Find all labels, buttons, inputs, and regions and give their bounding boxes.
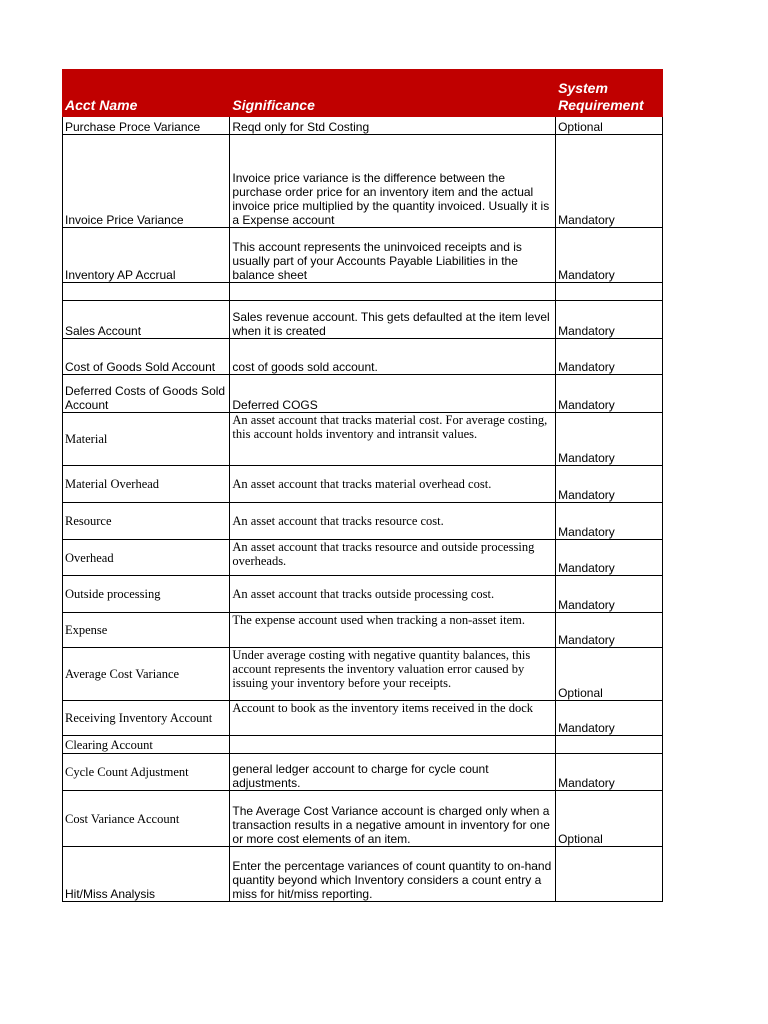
acct-name-cell: Material Overhead bbox=[63, 466, 230, 503]
table-row bbox=[63, 701, 663, 736]
significance-cell: Enter the percentage variances of count quantity to on-hand quantity beyond which Inventory considers a count entry a miss for hit/miss reporting. bbox=[230, 847, 556, 902]
table-row bbox=[63, 413, 663, 466]
significance-cell: An asset account that tracks outside processing cost. bbox=[230, 576, 556, 613]
significance-cell: The expense account used when tracking a non-asset item. bbox=[230, 613, 556, 648]
significance-cell: An asset account that tracks resource cost. bbox=[230, 503, 556, 540]
table-row bbox=[63, 754, 663, 791]
requirement-cell: Mandatory bbox=[556, 339, 663, 375]
acct-name-cell: Purchase Proce Variance bbox=[63, 117, 230, 135]
significance-cell: Under average costing with negative quantity balances, this account represents the inventory valuation error caused by issuing your inventory before your receipts. bbox=[230, 648, 556, 701]
acct-name-cell: Cost of Goods Sold Account bbox=[63, 339, 230, 375]
acct-name-cell: Invoice Price Variance bbox=[63, 135, 230, 228]
significance-cell: This account represents the uninvoiced receipts and is usually part of your Accounts Payable Liabilities in the balance sheet bbox=[230, 228, 556, 283]
table-row bbox=[63, 466, 663, 503]
acct-name-cell: Outside processing bbox=[63, 576, 230, 613]
header-system-requirement: System Requirement bbox=[556, 70, 663, 117]
requirement-cell: Optional bbox=[556, 791, 663, 847]
significance-cell: Invoice price variance is the difference between the purchase order price for an inventory item and the actual invoice price multiplied by the quantity invoiced. Usually it is a Expense account bbox=[230, 135, 556, 228]
acct-name-cell: Hit/Miss Analysis bbox=[63, 847, 230, 902]
header-row bbox=[63, 70, 663, 117]
table-row bbox=[63, 576, 663, 613]
significance-cell: cost of goods sold account. bbox=[230, 339, 556, 375]
significance-cell: An asset account that tracks resource and outside processing overheads. bbox=[230, 540, 556, 576]
account-table bbox=[62, 69, 663, 902]
requirement-cell: Mandatory bbox=[556, 613, 663, 648]
table-row bbox=[63, 117, 663, 135]
requirement-cell: Mandatory bbox=[556, 754, 663, 791]
header-significance: Significance bbox=[230, 70, 556, 117]
header-acct-name: Acct Name bbox=[63, 70, 230, 117]
requirement-cell: Mandatory bbox=[556, 413, 663, 466]
table-row bbox=[63, 648, 663, 701]
acct-name-cell: Overhead bbox=[63, 540, 230, 576]
table-row bbox=[63, 847, 663, 902]
requirement-cell bbox=[556, 736, 663, 754]
acct-name-cell: Material bbox=[63, 413, 230, 466]
acct-name-cell bbox=[63, 283, 230, 301]
acct-name-cell: Clearing Account bbox=[63, 736, 230, 754]
significance-cell: general ledger account to charge for cycle count adjustments. bbox=[230, 754, 556, 791]
requirement-cell bbox=[556, 283, 663, 301]
acct-name-cell: Expense bbox=[63, 613, 230, 648]
significance-cell bbox=[230, 283, 556, 301]
acct-name-cell: Resource bbox=[63, 503, 230, 540]
significance-cell: An asset account that tracks material cost. For average costing, this account holds inventory and intransit values. bbox=[230, 413, 556, 466]
significance-cell bbox=[230, 736, 556, 754]
table-row bbox=[63, 135, 663, 228]
requirement-cell: Mandatory bbox=[556, 466, 663, 503]
significance-cell: An asset account that tracks material overhead cost. bbox=[230, 466, 556, 503]
table-row bbox=[63, 613, 663, 648]
significance-cell: The Average Cost Variance account is charged only when a transaction results in a negative amount in inventory for one or more cost elements of an item. bbox=[230, 791, 556, 847]
table-row bbox=[63, 503, 663, 540]
requirement-cell: Mandatory bbox=[556, 540, 663, 576]
table-row bbox=[63, 283, 663, 301]
requirement-cell: Mandatory bbox=[556, 301, 663, 339]
requirement-cell: Mandatory bbox=[556, 135, 663, 228]
requirement-cell: Optional bbox=[556, 117, 663, 135]
requirement-cell: Mandatory bbox=[556, 228, 663, 283]
requirement-cell bbox=[556, 847, 663, 902]
requirement-cell: Mandatory bbox=[556, 375, 663, 413]
requirement-cell: Mandatory bbox=[556, 576, 663, 613]
acct-name-cell: Receiving Inventory Account bbox=[63, 701, 230, 736]
significance-cell: Deferred COGS bbox=[230, 375, 556, 413]
acct-name-cell: Cost Variance Account bbox=[63, 791, 230, 847]
significance-cell: Account to book as the inventory items received in the dock bbox=[230, 701, 556, 736]
requirement-cell: Mandatory bbox=[556, 503, 663, 540]
table-row bbox=[63, 791, 663, 847]
significance-cell: Reqd only for Std Costing bbox=[230, 117, 556, 135]
requirement-cell: Optional bbox=[556, 648, 663, 701]
significance-cell: Sales revenue account. This gets defaulted at the item level when it is created bbox=[230, 301, 556, 339]
acct-name-cell: Cycle Count Adjustment bbox=[63, 754, 230, 791]
acct-name-cell: Sales Account bbox=[63, 301, 230, 339]
table-row bbox=[63, 540, 663, 576]
table-row bbox=[63, 339, 663, 375]
acct-name-cell: Deferred Costs of Goods Sold Account bbox=[63, 375, 230, 413]
table-row bbox=[63, 301, 663, 339]
requirement-cell: Mandatory bbox=[556, 701, 663, 736]
table-row bbox=[63, 375, 663, 413]
acct-name-cell: Average Cost Variance bbox=[63, 648, 230, 701]
acct-name-cell: Inventory AP Accrual bbox=[63, 228, 230, 283]
table-row bbox=[63, 228, 663, 283]
table-row bbox=[63, 736, 663, 754]
